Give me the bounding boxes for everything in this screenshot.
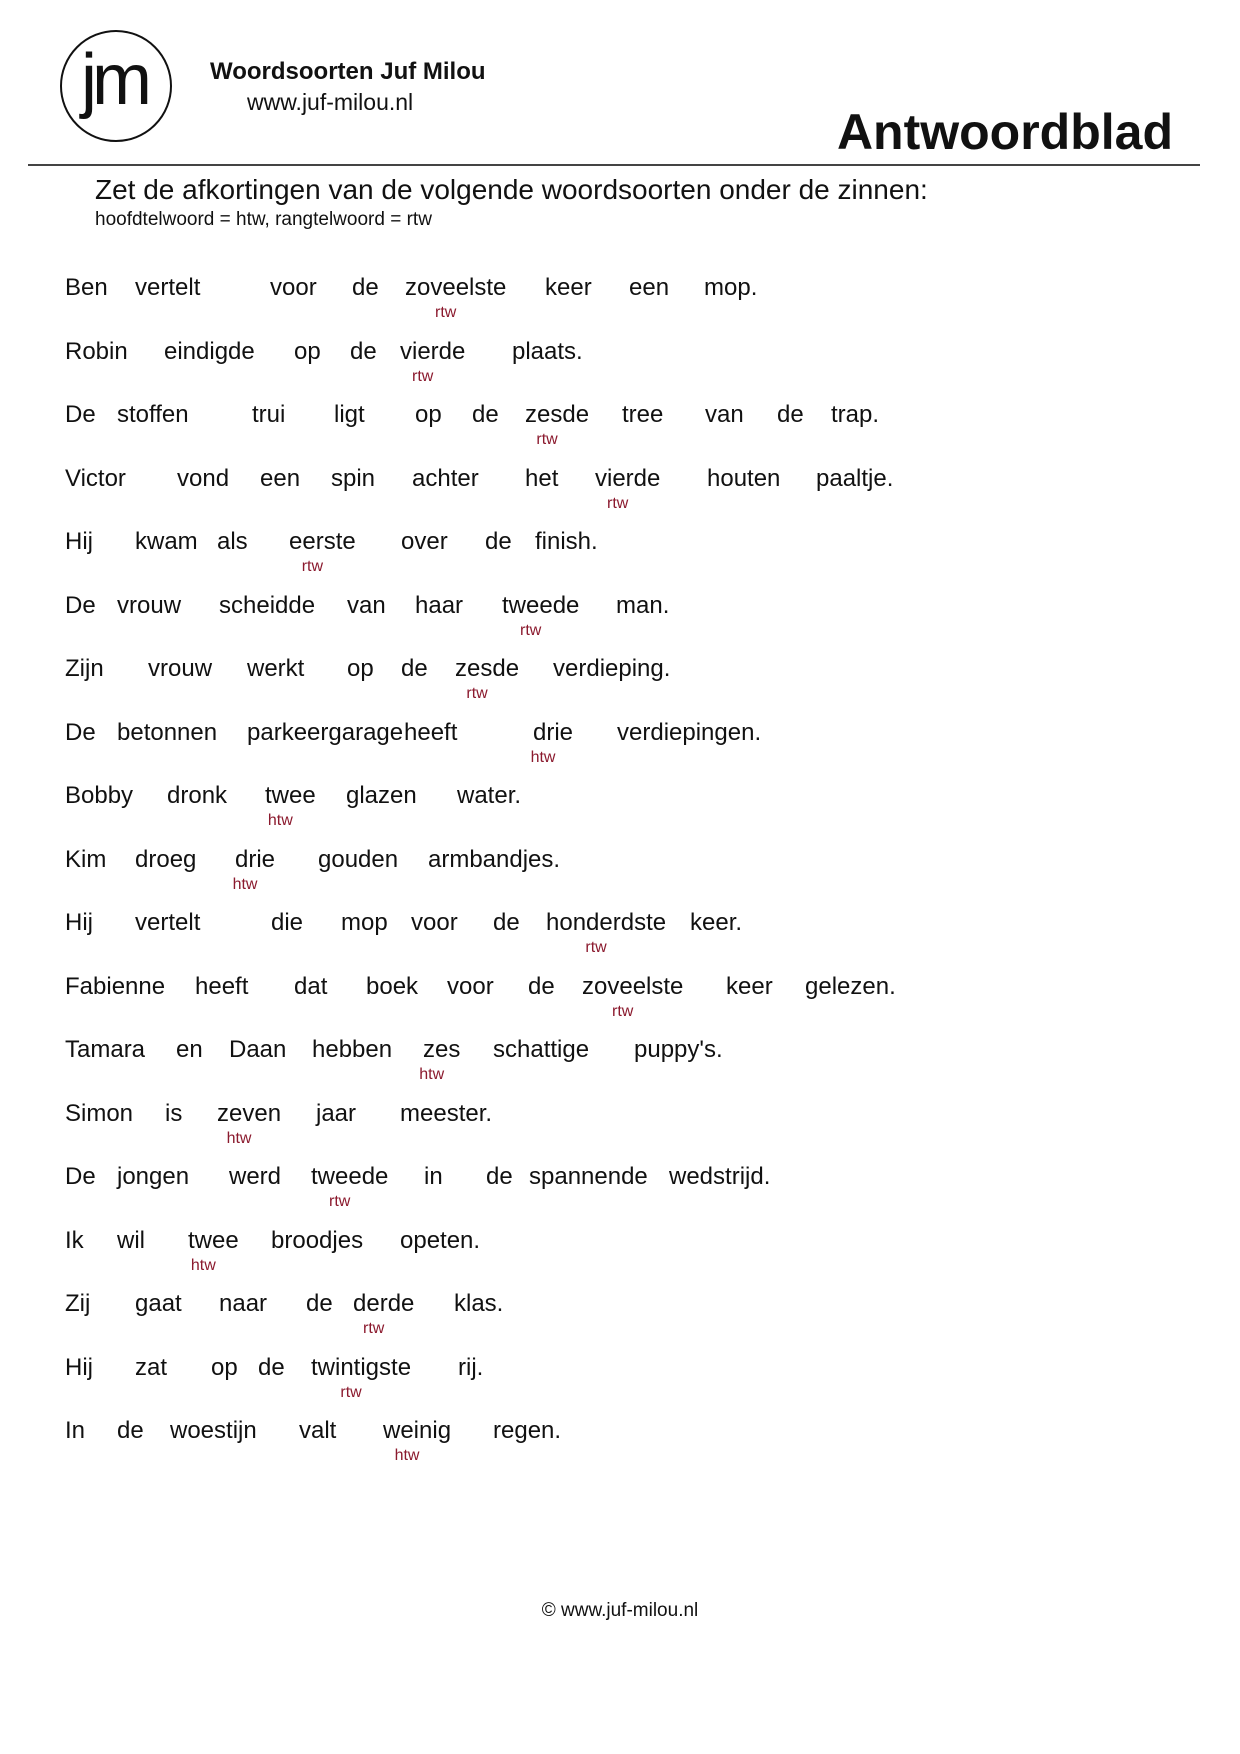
logo-text: jm xyxy=(81,40,147,120)
sentence-word: finish. xyxy=(535,528,598,555)
sentence-word: betonnen xyxy=(117,718,218,746)
sentence-word: valt xyxy=(299,1417,337,1444)
word-type-tag: htw xyxy=(419,1066,445,1083)
sentence-word: en xyxy=(176,1036,203,1063)
sentence-word: een xyxy=(260,464,301,492)
numeral-word: twintigste xyxy=(311,1353,412,1381)
sentence-word: als xyxy=(217,528,248,555)
sentence-word: trap. xyxy=(831,401,880,428)
sentence-word: De xyxy=(65,718,96,746)
sentence-word: Hij xyxy=(65,1353,93,1381)
sentence-word: Daan xyxy=(229,1036,287,1063)
sentence-word: keer. xyxy=(690,909,743,936)
sentence-word: voor xyxy=(270,274,317,301)
sentence-word: trui xyxy=(252,401,286,428)
word-type-tag: rtw xyxy=(363,1320,385,1337)
sentence-word: de xyxy=(258,1353,285,1381)
sentence-word: paaltje. xyxy=(816,464,894,492)
page-heading: Antwoordblad xyxy=(836,104,1173,160)
sentence-word: is xyxy=(165,1099,183,1127)
legend-text: hoofdtelwoord = htw, rangtelwoord = rtw xyxy=(95,209,432,230)
word-type-tag: rtw xyxy=(412,367,434,385)
sentence-word: parkeergarage xyxy=(247,718,404,746)
numeral-word: vierde xyxy=(400,337,466,365)
numeral-word: weinig xyxy=(383,1417,452,1444)
sentence-word: In xyxy=(65,1417,86,1444)
sentence-word: droeg xyxy=(135,845,197,873)
word-type-tag: rtw xyxy=(612,1002,634,1020)
sentence-word: van xyxy=(705,401,744,428)
sentence-word: klas. xyxy=(454,1290,504,1317)
word-type-tag: htw xyxy=(190,1256,216,1274)
sentence-word: boek xyxy=(366,972,419,1000)
numeral-word: twee xyxy=(188,1226,239,1254)
sentence-word: Hij xyxy=(65,528,93,555)
sentence-word: zat xyxy=(135,1353,168,1381)
sentence-word: De xyxy=(65,591,96,619)
sentence-word: mop. xyxy=(704,274,758,301)
sentence-word: puppy's. xyxy=(634,1036,723,1063)
footer-copyright: © www.juf-milou.nl xyxy=(541,1600,699,1621)
sentence-word: Tamara xyxy=(65,1036,146,1063)
sentence-word: naar xyxy=(219,1290,268,1317)
sentence-word: voor xyxy=(447,972,494,1000)
word-type-tag: htw xyxy=(530,748,556,766)
numeral-word: zesde xyxy=(525,401,590,428)
sentence-word: die xyxy=(271,909,304,936)
sentence-word: van xyxy=(347,591,386,619)
sentence-word: heeft xyxy=(195,972,249,1000)
instruction-text: Zet de afkortingen van de volgende woordsoorten onder de zinnen: xyxy=(95,174,928,205)
word-type-tag: rtw xyxy=(466,685,488,702)
sentence-word: Hij xyxy=(65,909,93,936)
sentence-word: over xyxy=(401,528,448,555)
sentence-word: rij. xyxy=(458,1353,484,1381)
sentence-word: in xyxy=(424,1163,443,1190)
numeral-word: zes xyxy=(423,1036,461,1063)
numeral-word: tweede xyxy=(502,591,580,619)
word-type-tag: htw xyxy=(232,875,258,893)
sentence-word: voor xyxy=(411,909,458,936)
sentence-word: stoffen xyxy=(117,401,189,428)
sentence-word: kwam xyxy=(135,528,198,555)
sentence-word: vrouw xyxy=(117,591,182,619)
sentence-word: Zij xyxy=(65,1290,91,1317)
sentence-word: de xyxy=(401,655,428,682)
sentence-word: opeten. xyxy=(400,1226,481,1254)
sentence-word: heeft xyxy=(404,718,458,746)
sentence-word: de xyxy=(485,528,512,555)
sentence-word: regen. xyxy=(493,1417,562,1444)
sentence-word: vrouw xyxy=(148,655,213,682)
sentence-word: scheidde xyxy=(219,591,316,619)
sentence-word: op xyxy=(415,401,442,428)
sentence-word: haar xyxy=(415,591,464,619)
sentence-word: spannende xyxy=(529,1163,648,1190)
site-title: Woordsoorten Juf Milou xyxy=(210,58,486,85)
numeral-word: drie xyxy=(235,845,276,873)
sentence-word: broodjes xyxy=(271,1226,364,1254)
sentence-word: meester. xyxy=(400,1099,493,1127)
numeral-word: eerste xyxy=(289,528,356,555)
numeral-word: derde xyxy=(353,1290,415,1317)
word-type-tag: htw xyxy=(226,1129,252,1147)
word-type-tag: htw xyxy=(267,812,293,829)
numeral-word: zoveelste xyxy=(405,274,507,301)
sentence-word: man. xyxy=(616,591,670,619)
sentence-word: eindigde xyxy=(164,337,255,365)
sentence-word: de xyxy=(306,1290,333,1317)
sentence-word: de xyxy=(528,972,555,1000)
sentence-word: wedstrijd. xyxy=(669,1163,771,1190)
sentence-word: op xyxy=(294,337,321,365)
sentence-word: schattige xyxy=(493,1036,590,1063)
sentence-word: glazen xyxy=(346,782,417,809)
sentence-word: Victor xyxy=(65,464,126,492)
sentence-word: op xyxy=(347,655,374,682)
sentence-word: jaar xyxy=(316,1099,357,1127)
numeral-word: twee xyxy=(265,782,316,809)
sentence-word: verdiepingen. xyxy=(617,718,762,746)
sentence-word: spin xyxy=(331,464,376,492)
word-type-tag: rtw xyxy=(536,431,558,448)
sentence-word: op xyxy=(211,1353,238,1381)
sentence-word: een xyxy=(629,274,670,301)
sentence-word: dronk xyxy=(167,782,228,809)
word-type-tag: rtw xyxy=(435,304,457,321)
sentence-word: werd xyxy=(229,1163,282,1190)
sentence-word: armbandjes. xyxy=(428,845,561,873)
sentence-word: jongen xyxy=(117,1163,190,1190)
site-url: www.juf-milou.nl xyxy=(247,89,414,115)
word-type-tag: rtw xyxy=(340,1383,362,1401)
sentence-word: de xyxy=(472,401,499,428)
sentence-word: vond xyxy=(177,464,230,492)
sentence-word: ligt xyxy=(334,401,365,428)
numeral-word: vierde xyxy=(595,464,661,492)
sentence-word: wil xyxy=(117,1226,145,1254)
numeral-word: tweede xyxy=(311,1163,389,1190)
numeral-word: honderdste xyxy=(546,909,667,936)
sentence-word: werkt xyxy=(247,655,305,682)
numeral-word: zoveelste xyxy=(582,972,684,1000)
sentence-word: de xyxy=(352,274,379,301)
sentence-word: gelezen. xyxy=(805,972,896,1000)
sentence-word: Simon xyxy=(65,1099,134,1127)
sentence-word: de xyxy=(486,1163,513,1190)
sentence-word: Ben xyxy=(65,274,108,301)
sentence-word: De xyxy=(65,1163,96,1190)
sentence-word: Bobby xyxy=(65,782,134,809)
sentence-word: houten xyxy=(707,464,781,492)
word-type-tag: rtw xyxy=(301,558,324,575)
sentence-word: keer xyxy=(545,274,592,301)
sentence-word: de xyxy=(350,337,377,365)
sentence-word: vertelt xyxy=(135,909,201,936)
sentence-word: het xyxy=(525,464,559,492)
sentence-word: de xyxy=(777,401,804,428)
sentence-word: dat xyxy=(294,972,328,1000)
word-type-tag: rtw xyxy=(607,494,629,512)
sentence-word: keer xyxy=(726,972,773,1000)
numeral-word: zeven xyxy=(217,1099,282,1127)
sentence-word: gaat xyxy=(135,1290,182,1317)
sentence-word: de xyxy=(117,1417,144,1444)
word-type-tag: rtw xyxy=(585,939,607,956)
sentence-word: mop xyxy=(341,909,388,936)
sentence-word: water. xyxy=(457,782,522,809)
sentence-word: Ik xyxy=(65,1226,84,1254)
sentence-word: Kim xyxy=(65,845,107,873)
sentence-word: De xyxy=(65,401,96,428)
sentence-word: Robin xyxy=(65,337,128,365)
sentence-word: de xyxy=(493,909,520,936)
sentence-word: vertelt xyxy=(135,274,201,301)
sentence-word: gouden xyxy=(318,845,399,873)
numeral-word: zesde xyxy=(455,655,520,682)
sentence-word: Zijn xyxy=(65,655,104,682)
sentence-word: verdieping. xyxy=(553,655,671,682)
numeral-word: drie xyxy=(533,718,574,746)
sentence-word: hebben xyxy=(312,1036,393,1063)
word-type-tag: rtw xyxy=(329,1193,351,1210)
sentence-word: plaats. xyxy=(512,337,583,365)
word-type-tag: rtw xyxy=(520,621,542,639)
sentence-word: woestijn xyxy=(170,1417,257,1444)
word-type-tag: htw xyxy=(394,1447,420,1464)
sentence-word: tree xyxy=(622,401,664,428)
sentence-word: achter xyxy=(412,464,479,492)
sentence-word: Fabienne xyxy=(65,972,166,1000)
logo xyxy=(60,30,172,142)
header-divider xyxy=(28,164,1200,166)
